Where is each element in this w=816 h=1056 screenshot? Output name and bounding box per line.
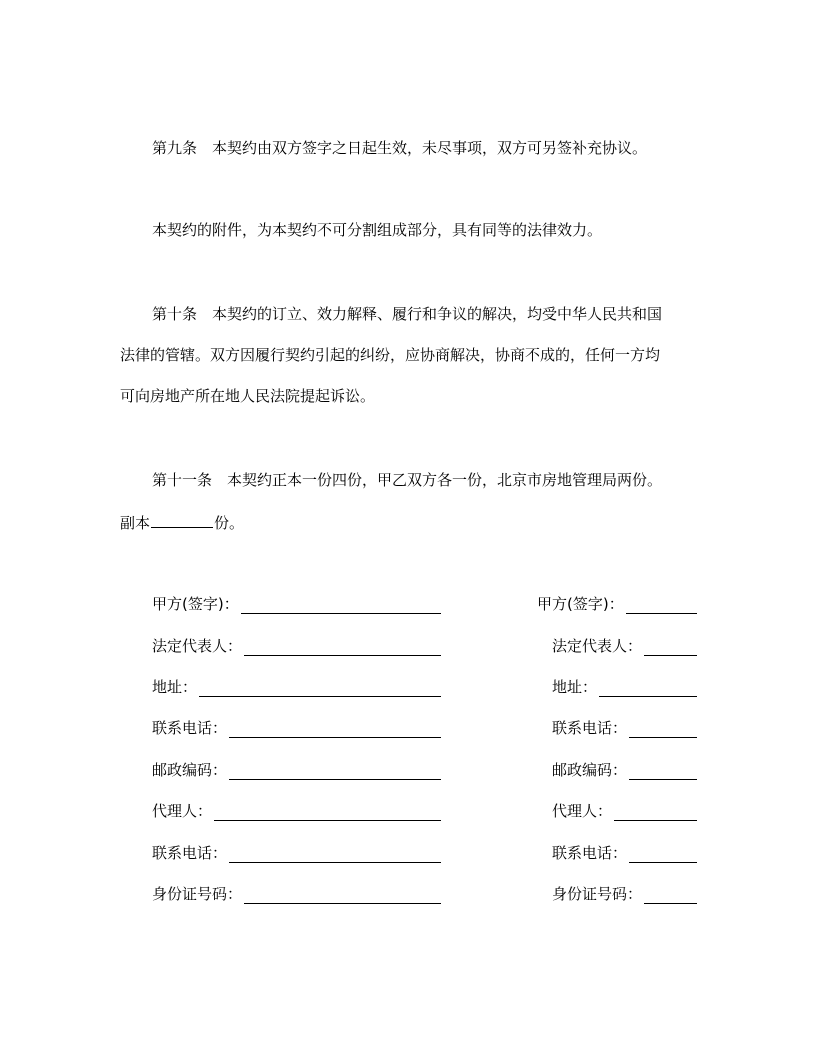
signature-right-label: 地址： — [552, 678, 598, 696]
signature-right-label: 联系电话： — [552, 719, 628, 737]
annex-line-1: 本契约的附件，为本契约不可分割组成部分，具有同等的法律效力。 — [152, 221, 603, 239]
signature-right-blank[interactable] — [629, 862, 697, 863]
signature-left-label: 邮政编码： — [152, 761, 228, 779]
signature-left-row — [152, 760, 441, 780]
signature-right-blank[interactable] — [644, 903, 697, 904]
signature-left-label: 法定代表人： — [152, 637, 243, 655]
signature-left-blank[interactable] — [244, 903, 441, 904]
signature-right-blank[interactable] — [614, 820, 697, 821]
signature-left-row — [152, 636, 441, 656]
signature-left-blank[interactable] — [229, 862, 441, 863]
signature-right-row — [552, 884, 697, 904]
signature-left-blank[interactable] — [199, 696, 441, 697]
signature-right-row — [537, 594, 697, 614]
signature-right-blank[interactable] — [629, 779, 697, 780]
signature-left-row — [152, 594, 441, 614]
signature-left-blank[interactable] — [244, 655, 441, 656]
signature-right-blank[interactable] — [629, 737, 697, 738]
signature-right-row — [552, 718, 697, 738]
signature-right-blank[interactable] — [599, 696, 697, 697]
signature-right-label: 代理人： — [552, 802, 613, 820]
signature-right-row — [552, 801, 697, 821]
signature-right-label: 联系电话： — [552, 844, 628, 862]
signature-left-row — [152, 677, 441, 697]
signature-left-blank[interactable] — [229, 779, 441, 780]
copies-prefix: 副本 — [120, 514, 151, 532]
signature-right-label: 法定代表人： — [552, 637, 643, 655]
signature-right-row — [552, 636, 697, 656]
signature-left-blank[interactable] — [229, 737, 441, 738]
signature-right-label: 邮政编码： — [552, 761, 628, 779]
signature-right-row — [552, 760, 697, 780]
signature-left-row — [152, 884, 441, 904]
signature-right-blank[interactable] — [644, 655, 697, 656]
signature-left-label: 代理人： — [152, 802, 213, 820]
signature-left-blank[interactable] — [214, 820, 441, 821]
signature-right-label: 身份证号码： — [552, 885, 643, 903]
signature-right-label: 甲方(签字)： — [537, 595, 624, 613]
article-10-line-1: 第十条 本契约的订立、效力解释、履行和争议的解决，均受中华人民共和国 — [152, 305, 663, 323]
signature-left-label: 联系电话： — [152, 844, 228, 862]
article-10-line-2: 法律的管辖。双方因履行契约引起的纠纷，应协商解决，协商不成的，任何一方均 — [120, 346, 661, 364]
copies-suffix: 份。 — [214, 514, 245, 532]
article-9-line-1: 第九条 本契约由双方签字之日起生效，未尽事项，双方可另签补充协议。 — [152, 139, 648, 157]
signature-left-row — [152, 718, 441, 738]
signature-right-row — [552, 677, 697, 697]
article-11-line-1: 第十一条 本契约正本一份四份，甲乙双方各一份，北京市房地管理局两份。 — [152, 471, 663, 489]
signature-left-label: 地址： — [152, 678, 198, 696]
signature-left-label: 联系电话： — [152, 719, 228, 737]
signature-left-label: 甲方(签字)： — [152, 595, 239, 613]
signature-left-blank[interactable] — [241, 613, 441, 614]
signature-left-label: 身份证号码： — [152, 885, 243, 903]
signature-left-row — [152, 843, 441, 863]
signature-left-row — [152, 801, 441, 821]
article-10-line-3: 可向房地产所在地人民法院提起诉讼。 — [120, 387, 376, 405]
signature-right-row — [552, 843, 697, 863]
article-11-line-2 — [120, 511, 720, 533]
signature-right-blank[interactable] — [626, 613, 697, 614]
copies-blank[interactable] — [151, 511, 213, 528]
